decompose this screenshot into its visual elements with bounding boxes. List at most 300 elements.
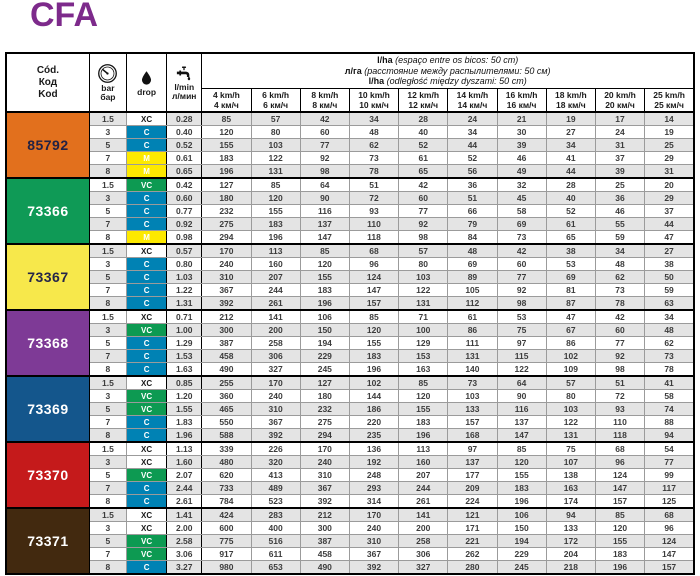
flow-rate-cell: 0.92 <box>167 218 202 231</box>
lha-value-cell: 116 <box>497 403 546 416</box>
table-row <box>6 205 694 218</box>
table-row <box>6 297 694 311</box>
lha-value-cell: 183 <box>251 218 300 231</box>
bar-cell: 1.5 <box>89 310 126 324</box>
lha-value-cell: 155 <box>349 337 398 350</box>
lha-value-cell: 58 <box>645 390 694 403</box>
lha-value-cell: 300 <box>202 324 251 337</box>
lha-value-cell: 34 <box>349 112 398 126</box>
lha-value-cell: 40 <box>399 126 448 139</box>
lha-value-cell: 147 <box>349 284 398 297</box>
bar-cell: 3 <box>89 390 126 403</box>
table-row <box>6 429 694 443</box>
table-row <box>6 258 694 271</box>
bar-cell: 1.5 <box>89 244 126 258</box>
lha-value-cell: 34 <box>546 139 595 152</box>
lha-value-cell: 137 <box>448 456 497 469</box>
lha-value-cell: 92 <box>300 152 349 165</box>
lha-value-cell: 153 <box>399 350 448 363</box>
lha-value-cell: 180 <box>300 390 349 403</box>
bar-cell: 5 <box>89 403 126 416</box>
lha-value-cell: 73 <box>497 231 546 245</box>
drop-size-cell: C <box>127 297 167 311</box>
drop-size-cell: C <box>127 126 167 139</box>
lha-value-cell: 84 <box>448 231 497 245</box>
bar-cell: 5 <box>89 535 126 548</box>
lha-value-cell: 157 <box>595 495 644 509</box>
bar-cell: 5 <box>89 337 126 350</box>
lha-value-cell: 113 <box>399 442 448 456</box>
drop-size-cell: C <box>127 561 167 575</box>
lha-value-cell: 85 <box>202 112 251 126</box>
lha-value-cell: 306 <box>399 548 448 561</box>
lha-value-cell: 155 <box>399 403 448 416</box>
lha-value-cell: 109 <box>546 363 595 377</box>
flow-rate-cell: 0.28 <box>167 112 202 126</box>
lha-value-cell: 245 <box>497 561 546 575</box>
speed-header-8-km/h: 8 km/h 8 км/ч <box>300 89 349 113</box>
lha-value-cell: 240 <box>202 258 251 271</box>
lha-value-cell: 77 <box>300 139 349 152</box>
lha-value-cell: 90 <box>300 192 349 205</box>
lha-value-cell: 155 <box>202 139 251 152</box>
flow-rate-cell: 3.06 <box>167 548 202 561</box>
lha-value-cell: 115 <box>497 350 546 363</box>
lha-value-cell: 229 <box>300 350 349 363</box>
lha-value-cell: 784 <box>202 495 251 509</box>
drop-size-cell: XC <box>127 112 167 126</box>
lha-value-cell: 490 <box>300 561 349 575</box>
lha-value-cell: 98 <box>497 297 546 311</box>
lha-value-cell: 172 <box>546 535 595 548</box>
lha-value-cell: 174 <box>546 495 595 509</box>
lha-value-cell: 192 <box>349 456 398 469</box>
lha-value-cell: 367 <box>202 284 251 297</box>
lha-value-cell: 133 <box>546 522 595 535</box>
lha-value-cell: 244 <box>399 482 448 495</box>
lha-value-cell: 103 <box>448 390 497 403</box>
bar-cell: 5 <box>89 139 126 152</box>
lha-value-cell: 196 <box>251 231 300 245</box>
bar-label: bar <box>101 82 115 93</box>
bar-cell: 8 <box>89 495 126 509</box>
flow-rate-cell: 0.85 <box>167 376 202 390</box>
lha-value-cell: 94 <box>546 508 595 522</box>
table-row <box>6 376 694 390</box>
lha-value-cell: 62 <box>595 271 644 284</box>
table-row <box>6 337 694 350</box>
code-cell-73368: 73368 <box>6 310 89 376</box>
flow-rate-cell: 1.20 <box>167 390 202 403</box>
lha-value-cell: 122 <box>497 363 546 377</box>
lha-value-cell: 72 <box>349 192 398 205</box>
lha-value-cell: 32 <box>497 178 546 192</box>
lha-value-cell: 57 <box>251 112 300 126</box>
lha-value-cell: 77 <box>645 456 694 469</box>
lha-value-cell: 103 <box>399 271 448 284</box>
drop-size-cell: C <box>127 258 167 271</box>
lha-value-cell: 163 <box>399 363 448 377</box>
lha-value-cell: 38 <box>645 258 694 271</box>
bar-cell: 8 <box>89 165 126 179</box>
lha-value-cell: 170 <box>349 508 398 522</box>
bar-cell: 3 <box>89 324 126 337</box>
lha-value-cell: 170 <box>251 376 300 390</box>
flow-rate-cell: 0.98 <box>167 231 202 245</box>
lha-value-cell: 42 <box>595 310 644 324</box>
lha-value-cell: 74 <box>645 403 694 416</box>
drop-size-cell: XC <box>127 456 167 469</box>
drop-size-cell: C <box>127 429 167 443</box>
lha-value-cell: 232 <box>300 403 349 416</box>
lha-value-cell: 180 <box>202 192 251 205</box>
flow-rate-cell: 2.61 <box>167 495 202 509</box>
bar-cell: 7 <box>89 416 126 429</box>
flow-rate-cell: 1.55 <box>167 403 202 416</box>
lha-value-cell: 34 <box>595 244 644 258</box>
table-row <box>6 522 694 535</box>
table-row <box>6 139 694 152</box>
drop-size-cell: VC <box>127 535 167 548</box>
lha-value-cell: 177 <box>448 469 497 482</box>
lha-value-cell: 94 <box>645 429 694 443</box>
bar-cell: 1.5 <box>89 442 126 456</box>
lha-value-cell: 245 <box>300 363 349 377</box>
drop-size-cell: M <box>127 231 167 245</box>
lha-value-cell: 183 <box>595 548 644 561</box>
lha-value-cell: 24 <box>595 126 644 139</box>
lha-value-cell: 60 <box>595 324 644 337</box>
lha-value-cell: 28 <box>546 178 595 192</box>
lha-value-cell: 117 <box>645 482 694 495</box>
lha-value-cell: 65 <box>399 165 448 179</box>
lha-value-cell: 64 <box>497 376 546 390</box>
lha-value-cell: 157 <box>349 297 398 311</box>
lha-value-cell: 90 <box>497 390 546 403</box>
lha-value-cell: 218 <box>546 561 595 575</box>
drop-size-cell: C <box>127 495 167 509</box>
lha-value-cell: 221 <box>448 535 497 548</box>
bar-cell: 8 <box>89 429 126 443</box>
lha-value-cell: 204 <box>546 548 595 561</box>
drop-size-cell: VC <box>127 178 167 192</box>
lha-value-cell: 226 <box>251 442 300 456</box>
lha-value-cell: 77 <box>399 205 448 218</box>
lha-value-cell: 48 <box>448 244 497 258</box>
lha-value-cell: 47 <box>645 231 694 245</box>
lha-value-cell: 465 <box>202 403 251 416</box>
flow-rate-cell: 2.07 <box>167 469 202 482</box>
lha-value-cell: 46 <box>595 205 644 218</box>
lha-value-cell: 138 <box>546 469 595 482</box>
drop-size-cell: VC <box>127 469 167 482</box>
lha-value-cell: 314 <box>349 495 398 509</box>
lha-value-cell: 27 <box>546 126 595 139</box>
lha-value-cell: 47 <box>546 310 595 324</box>
lha-value-cell: 28 <box>399 112 448 126</box>
bar-cell: 7 <box>89 548 126 561</box>
lha-value-cell: 68 <box>595 442 644 456</box>
lha-value-cell: 25 <box>595 178 644 192</box>
lha-value-cell: 293 <box>349 482 398 495</box>
drop-size-cell: XC <box>127 442 167 456</box>
lha-value-cell: 196 <box>300 297 349 311</box>
lha-value-cell: 34 <box>645 310 694 324</box>
lha-value-cell: 283 <box>251 508 300 522</box>
lha-value-cell: 80 <box>251 126 300 139</box>
lha-value-cell: 489 <box>251 482 300 495</box>
table-row <box>6 271 694 284</box>
lha-value-cell: 44 <box>448 139 497 152</box>
table-row <box>6 456 694 469</box>
lha-value-cell: 235 <box>349 429 398 443</box>
lha-value-cell: 183 <box>300 284 349 297</box>
lha-value-cell: 62 <box>645 337 694 350</box>
lha-value-cell: 56 <box>448 165 497 179</box>
lha-value-cell: 196 <box>497 495 546 509</box>
lha-value-cell: 183 <box>497 482 546 495</box>
lha-line-pl: l/ha (odległość między dyszami: 50 cm) <box>368 76 527 87</box>
flow-rate-cell: 2.58 <box>167 535 202 548</box>
lha-value-cell: 55 <box>595 218 644 231</box>
lha-value-cell: 64 <box>300 178 349 192</box>
lha-value-cell: 58 <box>497 205 546 218</box>
table-row <box>6 284 694 297</box>
lha-value-cell: 97 <box>497 337 546 350</box>
lha-value-cell: 207 <box>251 271 300 284</box>
lha-value-cell: 600 <box>202 522 251 535</box>
lha-value-cell: 112 <box>448 297 497 311</box>
lha-value-cell: 69 <box>546 271 595 284</box>
lha-value-cell: 125 <box>645 495 694 509</box>
bar-cell: 1.5 <box>89 508 126 522</box>
flow-rate-cell: 1.22 <box>167 284 202 297</box>
lha-value-cell: 39 <box>595 165 644 179</box>
lha-value-cell: 367 <box>251 416 300 429</box>
code-cell-73371: 73371 <box>6 508 89 574</box>
lha-value-cell: 310 <box>251 403 300 416</box>
lha-value-cell: 327 <box>399 561 448 575</box>
lha-value-cell: 51 <box>448 192 497 205</box>
lha-value-cell: 78 <box>595 297 644 311</box>
lha-value-cell: 183 <box>399 416 448 429</box>
lha-value-cell: 196 <box>349 363 398 377</box>
lha-value-cell: 59 <box>645 284 694 297</box>
lha-value-cell: 141 <box>251 310 300 324</box>
lha-value-cell: 52 <box>448 152 497 165</box>
lha-value-cell: 49 <box>497 165 546 179</box>
bar-cell: 3 <box>89 258 126 271</box>
lha-value-cell: 68 <box>645 508 694 522</box>
lha-value-cell: 171 <box>448 522 497 535</box>
lha-value-cell: 240 <box>300 456 349 469</box>
bar-cell: 7 <box>89 482 126 495</box>
drop-icon <box>127 68 166 88</box>
code-header-label-pt: Cód. <box>36 64 60 76</box>
lha-value-cell: 85 <box>497 442 546 456</box>
lha-value-cell: 387 <box>300 535 349 548</box>
speed-header-25-km/h: 25 km/h 25 км/ч <box>645 89 694 113</box>
table-row <box>6 324 694 337</box>
flow-rate-cell: 1.83 <box>167 416 202 429</box>
lha-value-cell: 392 <box>300 495 349 509</box>
lha-value-cell: 71 <box>399 310 448 324</box>
lha-value-cell: 87 <box>546 297 595 311</box>
lha-value-cell: 60 <box>399 192 448 205</box>
lha-value-cell: 170 <box>202 244 251 258</box>
flow-rate-cell: 1.41 <box>167 508 202 522</box>
lha-value-cell: 99 <box>645 469 694 482</box>
drop-size-cell: XC <box>127 376 167 390</box>
lha-value-cell: 360 <box>202 390 251 403</box>
lha-value-cell: 17 <box>595 112 644 126</box>
lha-value-cell: 240 <box>251 390 300 403</box>
lha-value-cell: 367 <box>349 548 398 561</box>
lha-value-cell: 120 <box>349 324 398 337</box>
lha-value-cell: 75 <box>497 324 546 337</box>
bar-cell: 8 <box>89 231 126 245</box>
lha-value-cell: 44 <box>546 165 595 179</box>
lha-value-cell: 392 <box>202 297 251 311</box>
bar-cell: 8 <box>89 297 126 311</box>
lha-value-cell: 133 <box>448 403 497 416</box>
flow-rate-cell: 0.60 <box>167 192 202 205</box>
lha-value-cell: 105 <box>448 284 497 297</box>
lha-value-cell: 124 <box>349 271 398 284</box>
lha-value-cell: 42 <box>399 178 448 192</box>
lha-value-cell: 240 <box>349 522 398 535</box>
lha-value-cell: 39 <box>497 139 546 152</box>
lha-value-cell: 620 <box>202 469 251 482</box>
lha-span-header <box>202 53 694 89</box>
lha-value-cell: 73 <box>595 284 644 297</box>
lha-value-cell: 131 <box>546 429 595 443</box>
lha-value-cell: 120 <box>202 126 251 139</box>
speed-header-12-km/h: 12 km/h 12 км/ч <box>399 89 448 113</box>
lha-value-cell: 98 <box>300 165 349 179</box>
lha-value-cell: 54 <box>645 442 694 456</box>
flow-rate-cell: 3.27 <box>167 561 202 575</box>
lha-value-cell: 480 <box>202 456 251 469</box>
bar-cell: 7 <box>89 152 126 165</box>
speed-header-6-km/h: 6 km/h 6 км/ч <box>251 89 300 113</box>
bar-cell: 8 <box>89 561 126 575</box>
lha-value-cell: 157 <box>448 416 497 429</box>
lha-value-cell: 611 <box>251 548 300 561</box>
drop-size-cell: C <box>127 416 167 429</box>
lha-value-cell: 775 <box>202 535 251 548</box>
table-row <box>6 535 694 548</box>
drop-size-cell: C <box>127 205 167 218</box>
bar-label-ru: бар <box>100 92 116 102</box>
lha-value-cell: 160 <box>399 456 448 469</box>
table-body <box>6 112 694 574</box>
lha-value-cell: 147 <box>645 548 694 561</box>
lha-value-cell: 244 <box>251 284 300 297</box>
lha-value-cell: 96 <box>595 456 644 469</box>
lha-value-cell: 85 <box>300 244 349 258</box>
pressure-gauge-icon <box>90 63 126 84</box>
bar-cell: 1.5 <box>89 376 126 390</box>
lha-value-cell: 248 <box>349 469 398 482</box>
lha-value-cell: 113 <box>251 244 300 258</box>
lha-value-cell: 131 <box>448 350 497 363</box>
lha-value-cell: 122 <box>399 284 448 297</box>
lha-value-cell: 136 <box>349 442 398 456</box>
lmin-label-ru: л/мин <box>172 91 197 101</box>
lha-value-cell: 280 <box>448 561 497 575</box>
bar-cell: 3 <box>89 522 126 535</box>
code-cell-73369: 73369 <box>6 376 89 442</box>
lha-value-cell: 124 <box>645 535 694 548</box>
lha-value-cell: 27 <box>645 244 694 258</box>
lha-value-cell: 20 <box>645 178 694 192</box>
lha-value-cell: 31 <box>595 139 644 152</box>
lha-value-cell: 42 <box>497 244 546 258</box>
code-cell-73370: 73370 <box>6 442 89 508</box>
drop-column-header <box>127 53 167 112</box>
lha-value-cell: 523 <box>251 495 300 509</box>
nozzle-spec-table <box>5 52 695 575</box>
lha-value-cell: 160 <box>251 258 300 271</box>
lha-value-cell: 85 <box>595 508 644 522</box>
lha-value-cell: 653 <box>251 561 300 575</box>
lha-value-cell: 48 <box>595 258 644 271</box>
lha-value-cell: 19 <box>645 126 694 139</box>
lha-value-cell: 46 <box>497 152 546 165</box>
lha-value-cell: 61 <box>546 218 595 231</box>
lha-value-cell: 73 <box>448 376 497 390</box>
table-row <box>6 244 694 258</box>
lha-value-cell: 155 <box>251 205 300 218</box>
lha-value-cell: 44 <box>645 218 694 231</box>
lha-value-cell: 61 <box>448 310 497 324</box>
flow-rate-cell: 1.00 <box>167 324 202 337</box>
flow-rate-cell: 1.96 <box>167 429 202 443</box>
lha-value-cell: 30 <box>497 126 546 139</box>
flow-rate-cell: 0.65 <box>167 165 202 179</box>
lha-value-cell: 57 <box>399 244 448 258</box>
lha-value-cell: 294 <box>300 429 349 443</box>
lha-value-cell: 98 <box>399 231 448 245</box>
flow-rate-cell: 0.80 <box>167 258 202 271</box>
lha-value-cell: 124 <box>595 469 644 482</box>
lha-value-cell: 86 <box>448 324 497 337</box>
lha-value-cell: 48 <box>349 126 398 139</box>
lha-value-cell: 29 <box>645 152 694 165</box>
lha-value-cell: 120 <box>595 522 644 535</box>
lha-value-cell: 80 <box>399 258 448 271</box>
lha-value-cell: 111 <box>448 337 497 350</box>
lha-value-cell: 50 <box>645 271 694 284</box>
lha-value-cell: 170 <box>300 442 349 456</box>
flow-rate-cell: 1.60 <box>167 456 202 469</box>
lha-value-cell: 196 <box>399 429 448 443</box>
lha-value-cell: 387 <box>202 337 251 350</box>
table-row <box>6 469 694 482</box>
lha-value-cell: 45 <box>497 192 546 205</box>
lha-value-cell: 980 <box>202 561 251 575</box>
lha-line-pt: l/ha (espaço entre os bicos: 50 cm) <box>377 55 519 66</box>
lha-value-cell: 14 <box>645 112 694 126</box>
lha-value-cell: 67 <box>546 324 595 337</box>
lha-value-cell: 31 <box>645 165 694 179</box>
lha-value-cell: 118 <box>595 429 644 443</box>
drop-size-cell: XC <box>127 508 167 522</box>
drop-size-cell: C <box>127 192 167 205</box>
flow-rate-cell: 1.13 <box>167 442 202 456</box>
lha-value-cell: 194 <box>497 535 546 548</box>
